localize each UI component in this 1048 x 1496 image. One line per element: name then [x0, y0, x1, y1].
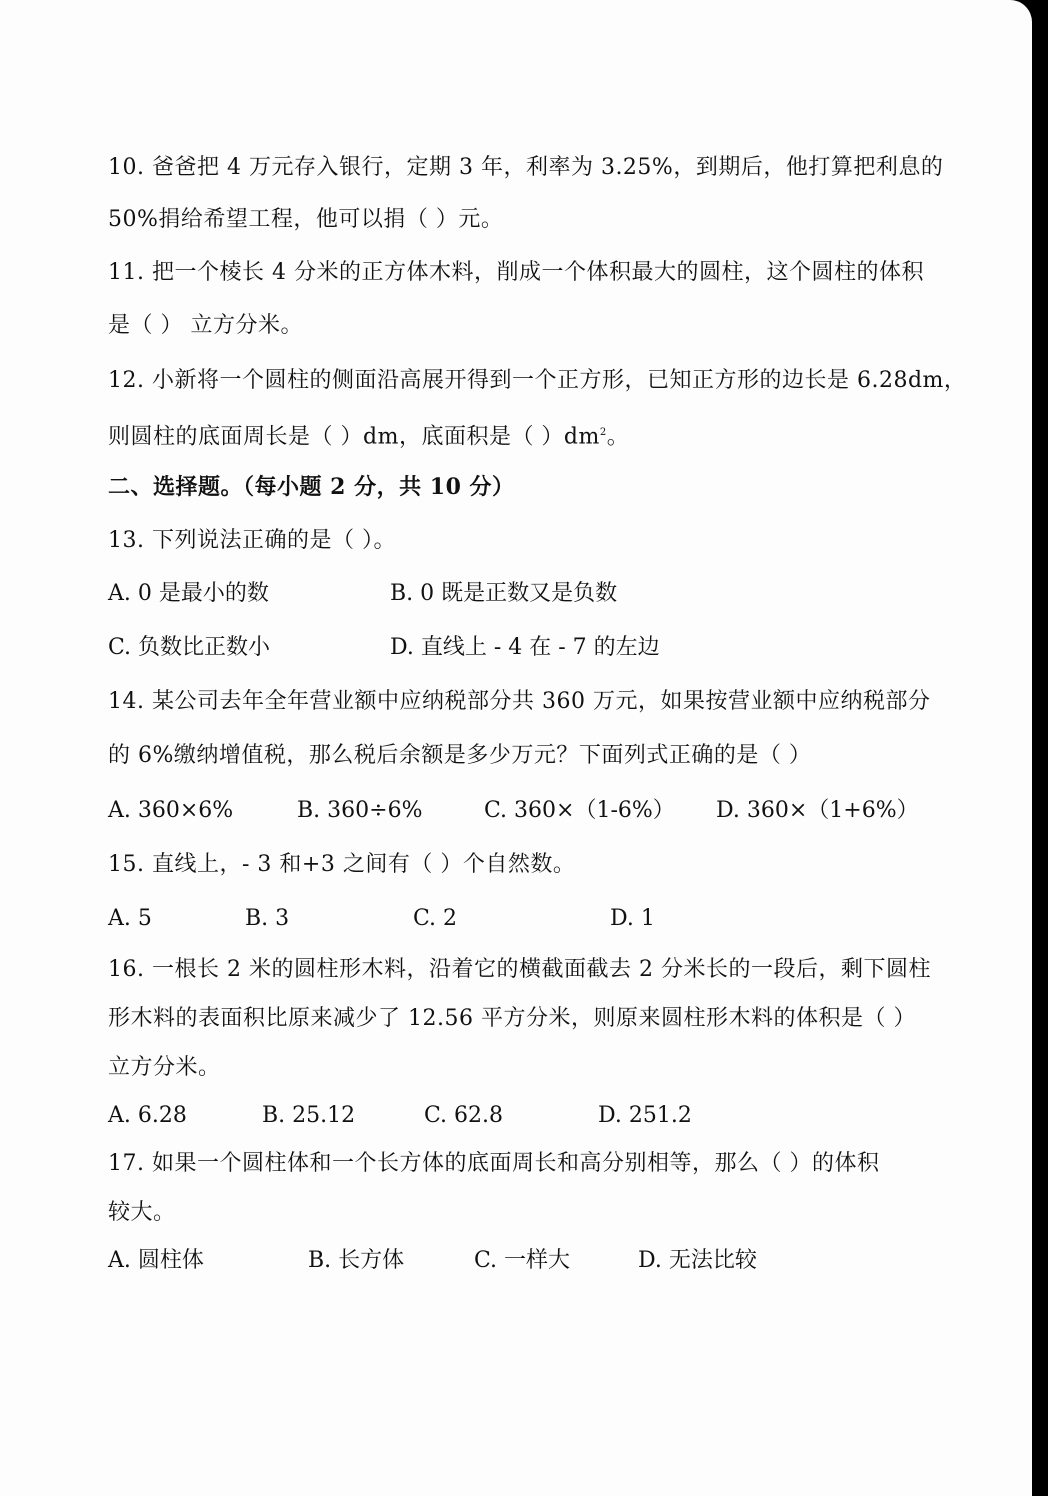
q10-line-2: 50%捐给希望工程，他可以捐（ ）元。 [108, 207, 504, 232]
q14-option-d: D. 360×（1+6%） [716, 798, 919, 823]
q16-option-a: A. 6.28 [108, 1103, 187, 1128]
q13-option-d: D. 直线上 - 4 在 - 7 的左边 [390, 635, 660, 660]
q14-option-a: A. 360×6% [108, 798, 234, 823]
q17-option-b: B. 长方体 [308, 1248, 405, 1273]
q16-line-3: 立方分米。 [108, 1055, 221, 1080]
q12-line-2-end: 。 [606, 424, 630, 450]
q14-line-2: 的 6%缴纳增值税，那么税后余额是多少万元？下面列式正确的是（ ） [108, 743, 812, 768]
q16-option-b: B. 25.12 [262, 1103, 356, 1128]
q14-option-b: B. 360÷6% [297, 798, 423, 823]
q15-option-c: C. 2 [413, 906, 458, 931]
q13-option-c: C. 负数比正数小 [108, 635, 271, 660]
q15-option-b: B. 3 [245, 906, 290, 931]
q12-line-1: 12. 小新将一个圆柱的侧面沿高展开得到一个正方形，已知正方形的边长是 6.28dm， [108, 368, 967, 393]
q15-option-a: A. 5 [108, 906, 152, 931]
q15-stem: 15. 直线上，- 3 和+3 之间有（ ）个自然数。 [108, 852, 576, 877]
q16-option-c: C. 62.8 [424, 1103, 504, 1128]
q16-line-2: 形木料的表面积比原来减少了 12.56 平方分米，则原来圆柱形木料的体积是（ ） [108, 1006, 916, 1031]
q14-option-c: C. 360×（1-6%） [484, 798, 675, 823]
q12-line-2-text: 则圆柱的底面周长是（ ）dm，底面积是（ ）dm [108, 424, 600, 450]
q13-option-a: A. 0 是最小的数 [108, 581, 269, 606]
q17-line-1: 17. 如果一个圆柱体和一个长方体的底面周长和高分别相等，那么（ ）的体积 [108, 1151, 880, 1176]
q10-line-1: 10. 爸爸把 4 万元存入银行，定期 3 年，利率为 3.25%，到期后，他打算把利息的 [108, 155, 944, 180]
q15-option-d: D. 1 [610, 906, 655, 931]
q17-line-2: 较大。 [108, 1200, 176, 1225]
q16-line-1: 16. 一根长 2 米的圆柱形木料，沿着它的横截面截去 2 分米长的一段后，剩下圆柱 [108, 957, 931, 982]
q11-line-2: 是（ ） 立方分米。 [108, 313, 303, 338]
q11-line-1: 11. 把一个棱长 4 分米的正方体木料，削成一个体积最大的圆柱，这个圆柱的体积 [108, 260, 924, 285]
q17-option-a: A. 圆柱体 [108, 1248, 204, 1273]
q16-option-d: D. 251.2 [598, 1103, 692, 1128]
q17-option-d: D. 无法比较 [638, 1248, 757, 1273]
q17-option-c: C. 一样大 [474, 1248, 571, 1273]
section-2-title: 二、选择题。（每小题 2 分，共 10 分） [108, 474, 515, 500]
q12-line-2 [108, 418, 629, 452]
q12-superscript: 2 [599, 427, 607, 438]
q13-stem: 13. 下列说法正确的是（ ）。 [108, 528, 396, 553]
q14-line-1: 14. 某公司去年全年营业额中应纳税部分共 360 万元，如果按营业额中应纳税部分 [108, 689, 931, 714]
q13-option-b: B. 0 既是正数又是负数 [390, 581, 618, 606]
